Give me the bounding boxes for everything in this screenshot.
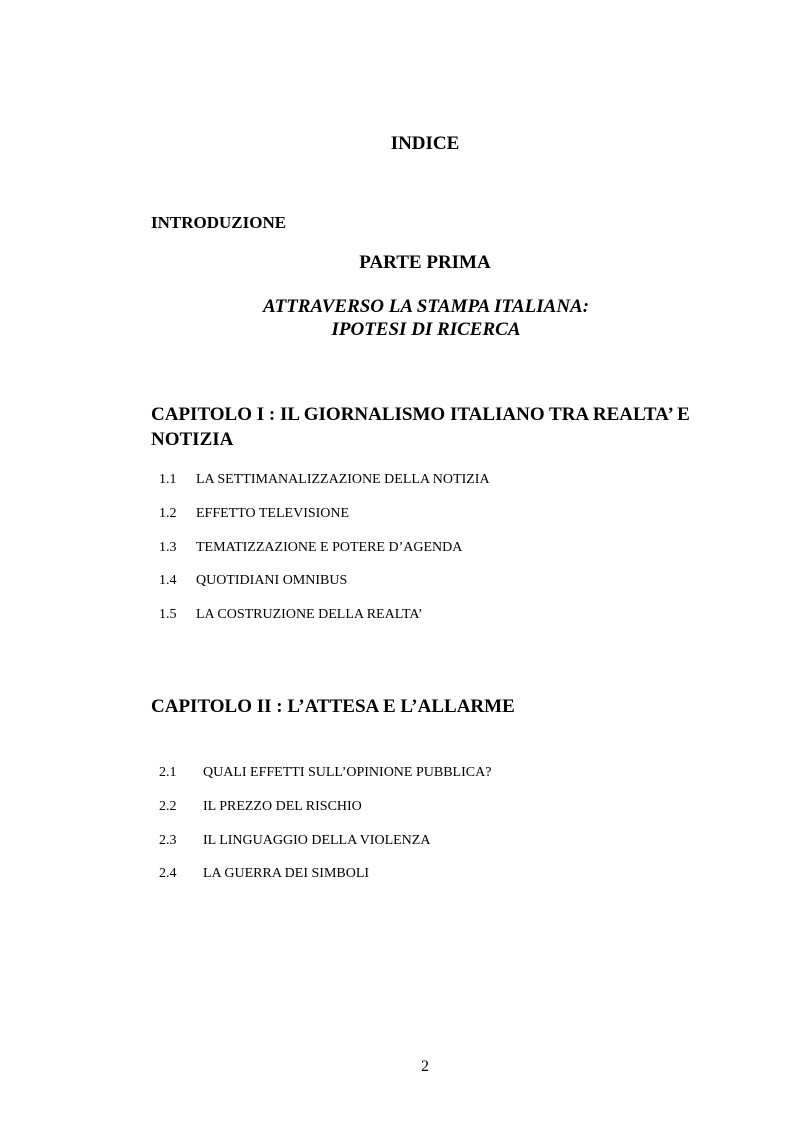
section-number: 2.1 bbox=[159, 765, 177, 780]
page-title: INDICE bbox=[390, 133, 460, 154]
introduction-heading: INTRODUZIONE bbox=[151, 213, 287, 232]
part-subtitle-line-1: ATTRAVERSO LA STAMPA ITALIANA: bbox=[262, 296, 590, 317]
section-title: IL PREZZO DEL RISCHIO bbox=[203, 799, 362, 814]
section-number: 1.4 bbox=[159, 573, 177, 588]
page-number: 2 bbox=[421, 1058, 429, 1075]
chapter-1-heading: CAPITOLO I : IL GIORNALISMO ITALIANO TRA REALTA’ E NOTIZIA bbox=[151, 404, 690, 450]
section-title: LA SETTIMANALIZZAZIONE DELLA NOTIZIA bbox=[196, 472, 490, 487]
section-title: QUALI EFFETTI SULL’OPINIONE PUBBLICA? bbox=[203, 765, 492, 780]
section-number: 1.5 bbox=[159, 607, 177, 622]
section-number: 2.4 bbox=[159, 866, 177, 881]
section-title: QUOTIDIANI OMNIBUS bbox=[196, 573, 348, 588]
part-heading: PARTE PRIMA bbox=[359, 252, 491, 273]
section-number: 1.3 bbox=[159, 540, 177, 555]
section-title: IL LINGUAGGIO DELLA VIOLENZA bbox=[203, 833, 431, 848]
section-title: EFFETTO TELEVISIONE bbox=[196, 506, 350, 521]
chapter-2-heading: CAPITOLO II : L’ATTESA E L’ALLARME bbox=[151, 696, 515, 717]
section-title: TEMATIZZAZIONE E POTERE D’AGENDA bbox=[196, 540, 463, 555]
section-title: LA COSTRUZIONE DELLA REALTA’ bbox=[196, 607, 423, 622]
section-title: LA GUERRA DEI SIMBOLI bbox=[203, 866, 370, 881]
part-subtitle-line-2: IPOTESI DI RICERCA bbox=[331, 319, 521, 340]
section-number: 1.2 bbox=[159, 506, 177, 521]
section-number: 2.3 bbox=[159, 833, 177, 848]
section-number: 1.1 bbox=[159, 472, 177, 487]
section-number: 2.2 bbox=[159, 799, 177, 814]
